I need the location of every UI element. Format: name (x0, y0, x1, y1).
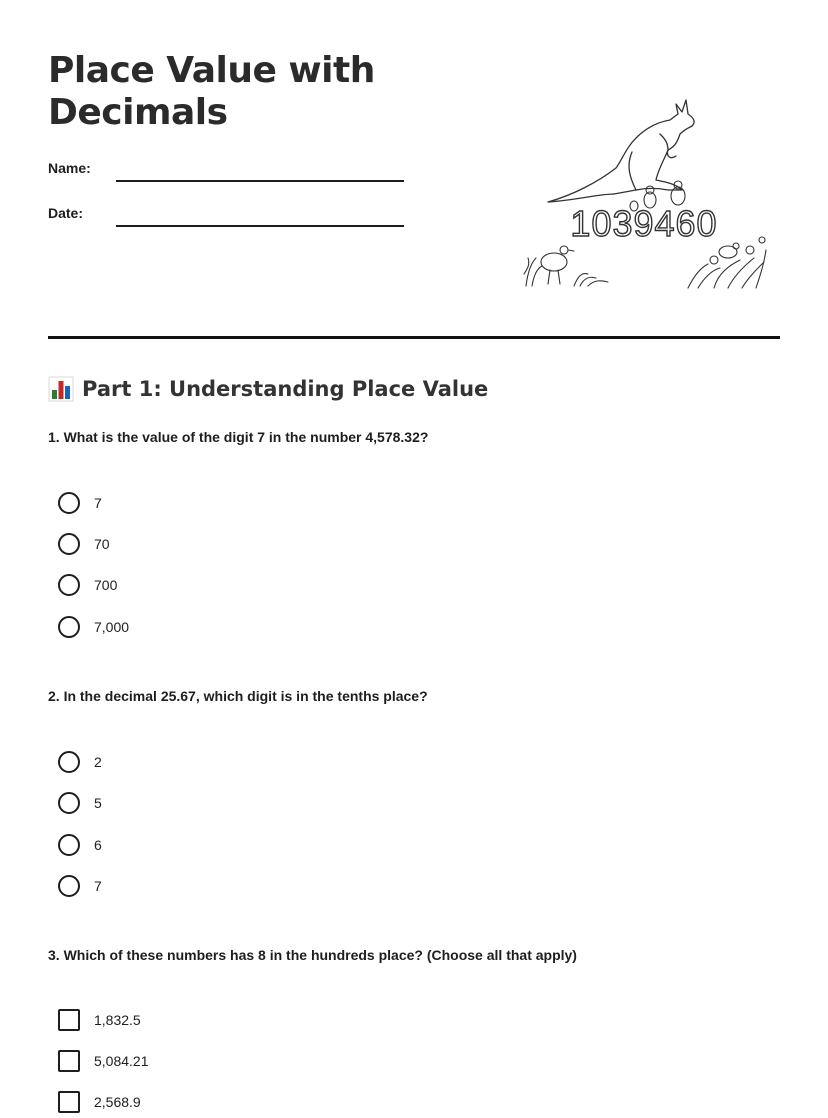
q1-option[interactable] (58, 615, 129, 639)
radio-button[interactable] (58, 751, 80, 773)
option-label: 6 (94, 837, 102, 853)
bar-chart-icon (48, 376, 74, 402)
radio-button[interactable] (58, 492, 80, 514)
kangaroo-numbers-illustration (518, 90, 770, 300)
radio-button[interactable] (58, 875, 80, 897)
part1-heading-text: Part 1: Understanding Place Value (82, 377, 489, 401)
option-label: 7,000 (94, 619, 130, 635)
q3-option[interactable] (58, 1090, 141, 1114)
illustration-digits: 1039460 (570, 203, 718, 244)
radio-button[interactable] (58, 574, 80, 596)
date-field[interactable] (116, 225, 404, 227)
name-label: Name: (48, 160, 91, 176)
option-label: 700 (94, 577, 118, 593)
name-field[interactable] (116, 180, 404, 182)
q3-option[interactable] (58, 1008, 141, 1032)
q3-option[interactable] (58, 1049, 149, 1073)
checkbox[interactable] (58, 1050, 80, 1072)
option-label: 5 (94, 795, 102, 811)
q1-option[interactable] (58, 491, 102, 515)
q2-option[interactable] (58, 750, 102, 774)
checkbox[interactable] (58, 1009, 80, 1031)
radio-button[interactable] (58, 533, 80, 555)
worksheet-page (48, 0, 780, 1118)
radio-button[interactable] (58, 792, 80, 814)
section-divider (48, 336, 780, 339)
q2-option[interactable] (58, 874, 102, 898)
part1-heading (48, 374, 488, 404)
checkbox[interactable] (58, 1091, 80, 1113)
question-2: 2. In the decimal 25.67, which digit is in the tenths place? (48, 688, 428, 704)
question-1: 1. What is the value of the digit 7 in the number 4,578.32? (48, 429, 429, 445)
q2-option[interactable] (58, 833, 102, 857)
q1-option[interactable] (58, 532, 110, 556)
page-title: Place Value with Decimals (48, 50, 375, 133)
q2-option[interactable] (58, 791, 102, 815)
option-label: 2,568.9 (94, 1094, 141, 1110)
option-label: 7 (94, 495, 102, 511)
q1-option[interactable] (58, 573, 117, 597)
radio-button[interactable] (58, 834, 80, 856)
option-label: 2 (94, 754, 102, 770)
radio-button[interactable] (58, 616, 80, 638)
question-3: 3. Which of these numbers has 8 in the hundreds place? (Choose all that apply) (48, 947, 577, 963)
option-label: 7 (94, 878, 102, 894)
option-label: 70 (94, 536, 110, 552)
option-label: 5,084.21 (94, 1053, 149, 1069)
date-label: Date: (48, 205, 84, 221)
option-label: 1,832.5 (94, 1012, 141, 1028)
